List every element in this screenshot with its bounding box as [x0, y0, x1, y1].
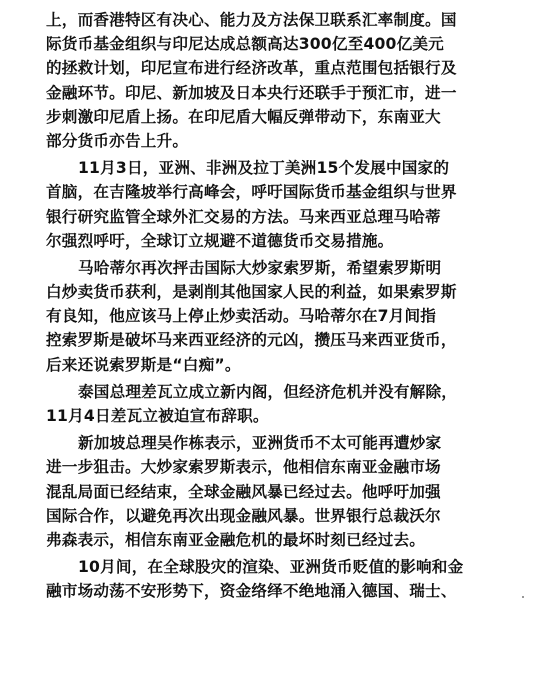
text-line: 后来还说索罗斯是“白痴”。 [46, 355, 241, 374]
text-line: 金融环节。印尼、新加坡及日本央行还联手于预汇市，进一 [46, 83, 457, 102]
text-line: 上，而香港特区有决心、能力及方法保卫联系汇率制度。国 [46, 11, 457, 29]
text-line: 部分货币亦告上升。 [46, 131, 189, 150]
text-line: 银行研究监管全球外汇交易的方法。马来西亚总理马哈蒂 [46, 207, 441, 226]
text-line: 弗森表示，相信东南亚金融危机的最坏时刻已经过去。 [46, 530, 426, 549]
body-text [46, 8, 514, 604]
text-line: 11月3日，亚洲、非洲及拉丁美洲15个发展中国家的 [78, 159, 450, 178]
text-line: 进一步狙击。大炒家索罗斯表示，他相信东南亚金融市场 [46, 458, 441, 477]
text-line: 步刺激印尼盾上扬。在印尼盾大幅反弹带动下，东南亚大 [46, 107, 441, 126]
text-line: 有良知，他应该马上停止炒卖活动。马哈蒂尔在7月间指 [46, 307, 437, 326]
text-line: 国际合作，以避免再次出现金融风暴。世界银行总裁沃尔 [46, 506, 441, 525]
text-line: 控索罗斯是破坏马来西亚经济的元凶，攒压马来西亚货币， [46, 331, 457, 350]
text-line: 泰国总理差瓦立成立新内阁，但经济危机并没有解除， [78, 382, 458, 401]
text-line: 白炒卖货币获利，是剥削其他国家人民的利益，如果索罗斯 [46, 283, 457, 302]
text-line: 融市场动荡不安形势下，资金络绎不绝地涌入德国、瑞士、 [46, 582, 457, 601]
text-line: 11月4日差瓦立被迫宣布辞职。 [46, 407, 269, 425]
scan-speck [522, 596, 524, 598]
text-line: 10月间，在全球股灾的渲染、亚洲货币贬值的影响和金 [78, 558, 464, 577]
text-line: 混乱局面已经结束，全球金融风暴已经过去。他呼吁加强 [46, 482, 441, 501]
text-line: 的拯救计划，印尼宣布进行经济改革，重点范围包括银行及 [46, 59, 457, 78]
text-line: 新加坡总理吴作栋表示，亚洲货币不太可能再遭炒家 [78, 434, 442, 453]
text-line: 首脑，在吉隆坡举行高峰会，呼吁国际货币基金组织与世界 [46, 183, 457, 202]
text-line: 际货币基金组织与印尼达成总额高达300亿至400亿美元 [46, 35, 444, 54]
text-line: 尔强烈呼吁，全球订立规避不道德货币交易措施。 [46, 231, 394, 250]
text-line: 马哈蒂尔再次抨击国际大炒家索罗斯，希望索罗斯明 [78, 258, 442, 277]
